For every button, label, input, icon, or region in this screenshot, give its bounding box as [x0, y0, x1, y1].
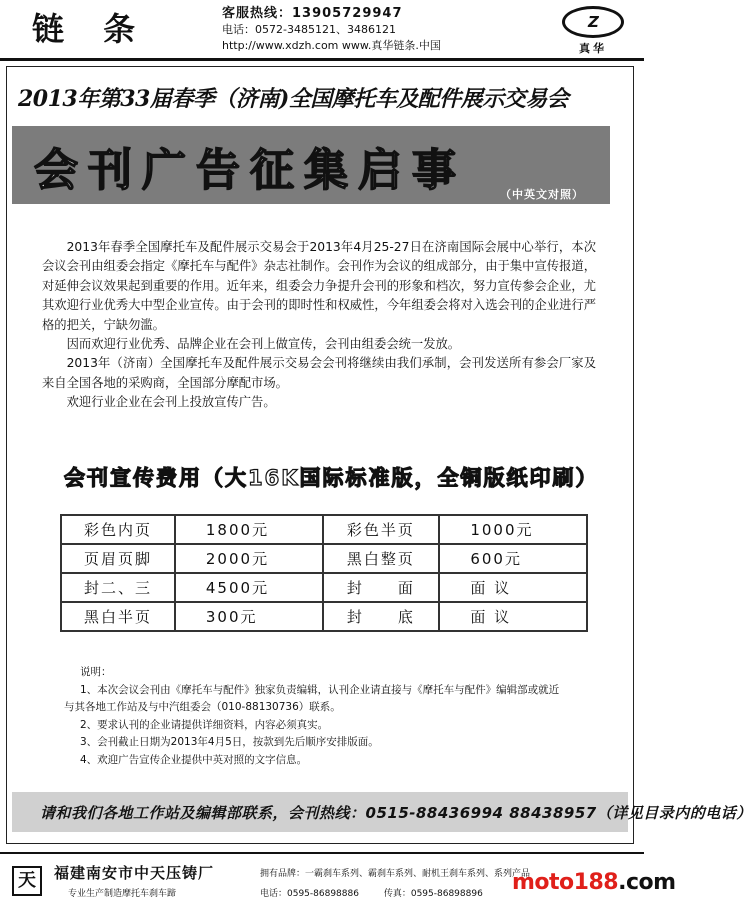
price-label: 黑白半页 [61, 602, 175, 631]
note-item: 3、会刊截止日期为2013年4月5日，按款到先后顺序安排版面。 [80, 736, 379, 749]
ad-contacts [260, 886, 505, 899]
contact-strip-text: 请和我们各地工作站及编辑部联系，会刊热线：0515-88436994 88438957（详见目录内的电话） [40, 804, 752, 822]
body-paragraph: 2013年（济南）全国摩托车及配件展示交易会会刊将继续由我们承制，会刊发送所有参会厂家及来自全国各地的采购商，全国部分摩配市场。 [42, 356, 596, 390]
table-row [61, 602, 587, 631]
body-paragraph: 因而欢迎行业优秀、品牌企业在会刊上做宣传，会刊由组委会统一发放。 [66, 337, 461, 352]
price-label: 封 面 [323, 573, 440, 602]
price-value: 1000元 [439, 515, 587, 544]
ad-brands: 拥有品牌：一霸刹车系列、霸刹车系列、耐机王刹车系列、系列产品 [260, 869, 531, 879]
header-divider [0, 58, 644, 61]
brand-logo [562, 6, 624, 55]
phone-line: 电话：0572-3485121、3486121 [222, 23, 396, 36]
banner-title: 会刊广告征集启事 [34, 145, 466, 196]
price-value: 300元 [175, 602, 323, 631]
price-value: 2000元 [175, 544, 323, 573]
note-item: 与其各地工作站及与中汽组委会（010-88130736）联系。 [64, 701, 341, 714]
notes-heading: 说明： [80, 666, 112, 678]
price-label: 彩色内页 [61, 515, 175, 544]
body-paragraph: 2013年春季全国摩托车及配件展示交易会于2013年4月25-27日在济南国际会展中心举行，本次会议会刊由组委会指定《摩托车与配件》杂志社制作。会刊作为会议的组成部分，由于集中宣传报道，对延伸会议效果起到重要的作用。近年来，组委会力争提升会刊的形象和档次，努力宣传参会企业，尤其欢迎行业优秀大中型企业宣传。由于会刊的即时性和权威性，今年组委会将对入选会刊的企业进行严格的把关，宁缺勿滥。 [42, 240, 596, 332]
price-value: 面 议 [439, 573, 587, 602]
price-label: 封 底 [323, 602, 440, 631]
watermark-prefix: moto188 [512, 870, 619, 895]
price-value: 1800元 [175, 515, 323, 544]
notes-section [64, 664, 610, 770]
table-row [61, 544, 587, 573]
watermark-suffix: .com [618, 870, 676, 895]
note-item: 1、本次会议会刊由《摩托车与配件》独家负责编辑，认刊企业请直接与《摩托车与配件》编辑部或就近 [80, 683, 560, 696]
banner-subtitle: （中英文对照） [500, 188, 584, 201]
body-text [42, 238, 596, 413]
site-watermark[interactable] [512, 870, 676, 895]
price-value: 4500元 [175, 573, 323, 602]
foundry-logo-icon: 天 [12, 866, 42, 896]
website-line[interactable]: http://www.xdzh.com www.真华链条.中国 [222, 39, 441, 52]
ad-divider [0, 852, 644, 854]
note-item: 2、要求认刊的企业请提供详细资料，内容必须真实。 [80, 718, 329, 731]
ad-fax: 传真：0595-86898896 [383, 889, 483, 899]
hotline: 客服热线：13905729947 [222, 6, 403, 21]
table-row [61, 515, 587, 544]
zhenhua-logo-icon: Z [562, 6, 624, 38]
body-paragraph: 欢迎行业企业在会刊上投放宣传广告。 [66, 395, 276, 410]
price-label: 封二、三 [61, 573, 175, 602]
ad-tagline: 专业生产制造摩托车刹车蹄 [68, 889, 177, 899]
price-value: 面 议 [439, 602, 587, 631]
publication-title: 链 条 [32, 10, 150, 48]
fee-title: 会刊宣传费用（大16K国际标准版，全铜版纸印刷） [64, 466, 599, 490]
price-label: 黑白整页 [323, 544, 440, 573]
ad-company-name: 福建南安市中天压铸厂 [54, 864, 215, 882]
price-table [60, 514, 588, 632]
ad-phone: 电话：0595-86898886 [260, 889, 359, 899]
price-label: 彩色半页 [323, 515, 440, 544]
price-value: 600元 [439, 544, 587, 573]
header-contact-block [222, 6, 441, 54]
table-row [61, 573, 587, 602]
event-title: 2013年第33届春季（济南)全国摩托车及配件展示交易会 [18, 86, 569, 112]
price-label: 页眉页脚 [61, 544, 175, 573]
logo-brand-text: 真华 [579, 42, 607, 55]
note-item: 4、欢迎广告宣传企业提供中英对照的文字信息。 [80, 753, 308, 766]
